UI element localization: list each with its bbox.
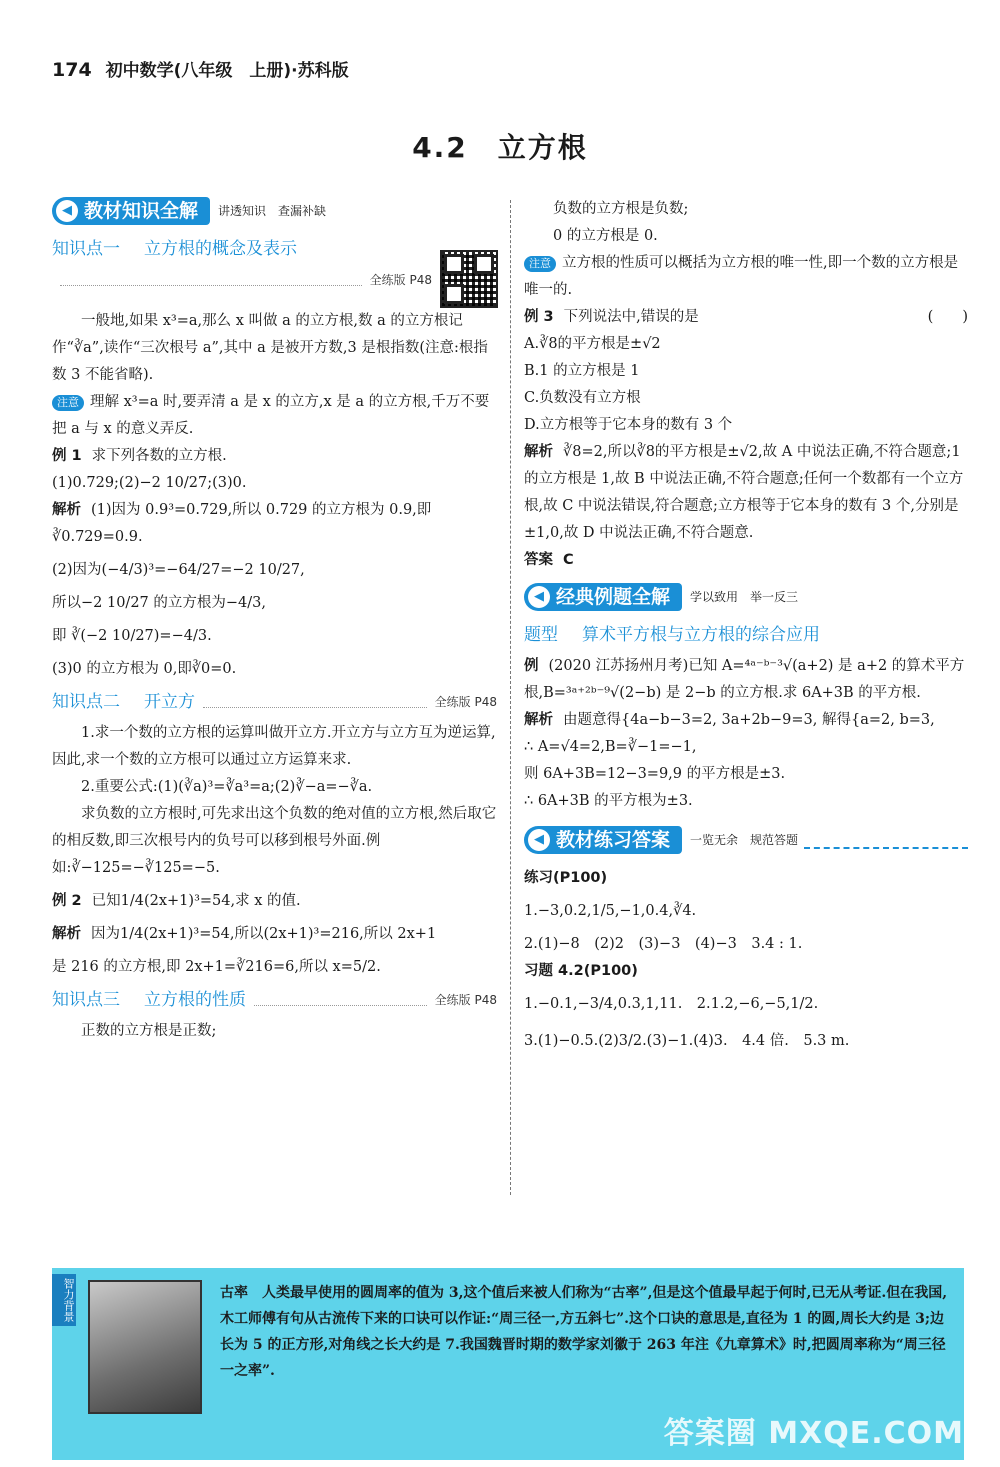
background-heading: 古率 xyxy=(220,1285,248,1301)
exercise-heading: 练习(P100) xyxy=(524,870,608,886)
kp1-label: 知识点一 xyxy=(52,239,120,259)
example-1-solution-5: (3)0 的立方根为 0,即∛0=0. xyxy=(52,661,237,677)
kp3-label: 知识点三 xyxy=(52,990,120,1010)
kp2-ref: 全练版 P48 xyxy=(434,695,497,709)
kp1-title: 立方根的概念及表示 xyxy=(144,239,297,259)
knowledge-point-3 xyxy=(52,987,497,1014)
example-4-question: 例 (2020 江苏扬州月考)已知 A=⁴ᵃ⁻ᵇ⁻³√(a+2) 是 a+2 的算术平方根,B=³ᵃ⁺²ᵇ⁻⁹√(2−b) 是 2−b 的立方根.求 6A+3B 的平方根. xyxy=(524,658,965,701)
example-2-solution-1: 解析 因为1/4(2x+1)³=54,所以(2x+1)³=216,所以 2x+1 xyxy=(52,926,437,942)
watermark: 答案圈 MXQE.COM xyxy=(663,1416,964,1451)
banner-knowledge xyxy=(52,196,497,226)
page-number: 174 xyxy=(52,59,92,81)
example-1-solution-4: 即 ∛(−2 10/27)=−4/3. xyxy=(52,628,212,644)
option-c: C.负数没有立方根 xyxy=(524,390,641,406)
homework-answer-2: 3.(1)−0.5.(2)3/2.(3)−1.(4)3. 4.4 倍. 5.3 m. xyxy=(524,1033,850,1049)
kp2-paragraph-1: 1.求一个数的立方根的运算叫做开立方.开立方与立方互为逆运算,因此,求一个数的立方根可以通过立方运算来求. xyxy=(52,725,496,768)
definition-text: 一般地,如果 x³=a,那么 x 叫做 a 的立方根,数 a 的立方根记作“∛a”,读作“三次根号 a”,其中 a 是被开方数,3 是根指数(注意:根指数 3 不能省略). xyxy=(52,313,488,383)
page-header xyxy=(52,56,349,81)
book-title: 初中数学(八年级 上册)·苏科版 xyxy=(105,61,349,81)
note-badge: 注意 xyxy=(52,395,84,411)
example-4-solution-3: 则 6A+3B=12−3=9,9 的平方根是±3. xyxy=(524,766,786,782)
note-badge: 注意 xyxy=(524,256,556,272)
note-2: 注意 立方根的性质可以概括为立方根的唯一性,即一个数的立方根是唯一的. xyxy=(524,255,959,298)
example-3-answer: 答案 C xyxy=(524,552,574,568)
type-title: 算术平方根与立方根的综合应用 xyxy=(582,625,820,645)
question-type xyxy=(524,622,968,649)
exercise-answer-2: 2.(1)−8 (2)2 (3)−3 (4)−3 3.4 : 1. xyxy=(524,936,803,952)
note-1: 注意 理解 x³=a 时,要弄清 a 是 x 的立方,x 是 a 的立方根,千万不要把 a 与 x 的意义弄反. xyxy=(52,394,490,437)
example-2-question: 例 2 已知1/4(2x+1)³=54,求 x 的值. xyxy=(52,893,301,909)
example-4-solution-1: 解析 由题意得{4a−b−3=2, 3a+2b−9=3, 解得{a=2, b=3, xyxy=(524,712,935,728)
kp2-paragraph-2: 2.重要公式:(1)(∛a)³=∛a³=a;(2)∛−a=−∛a. xyxy=(81,779,373,795)
option-b: B.1 的立方根是 1 xyxy=(524,363,640,379)
banner-exercises-subtitle: 一览无余 规范答题 xyxy=(690,832,799,847)
property-zero: 0 的立方根是 0. xyxy=(553,228,658,244)
example-4-solution-4: ∴ 6A+3B 的平方根为±3. xyxy=(524,793,693,809)
column-divider xyxy=(510,200,511,1195)
right-column xyxy=(524,196,968,1055)
megaphone-icon: ◀ xyxy=(528,586,550,608)
example-1-solution-1: 解析 (1)因为 0.9³=0.729,所以 0.729 的立方根为 0.9,即 ∛0.729=0.9. xyxy=(52,502,432,545)
megaphone-icon: ◀ xyxy=(56,200,78,222)
chapter-title: 4.2 立方根 xyxy=(412,131,588,164)
banner-knowledge-title: 教材知识全解 xyxy=(84,199,199,222)
example-1-question: 例 1 求下列各数的立方根. xyxy=(52,448,227,464)
exercise-answer-1: 1.−3,0.2,1/5,−1,0.4,∛4. xyxy=(524,903,697,919)
kp2-title: 开立方 xyxy=(144,692,195,712)
banner-examples-title: 经典例题全解 xyxy=(556,585,671,608)
banner-exercises-title: 教材练习答案 xyxy=(556,828,671,851)
banner-examples xyxy=(524,582,968,612)
kp3-paragraph-1: 正数的立方根是正数; xyxy=(81,1023,217,1039)
kp2-label: 知识点二 xyxy=(52,692,120,712)
kp1-ref: 全练版 P48 xyxy=(369,273,432,287)
side-label: 智力背景 xyxy=(52,1274,76,1326)
knowledge-point-2 xyxy=(52,689,497,716)
example-1-items: (1)0.729;(2)−2 10/27;(3)0. xyxy=(52,475,247,491)
banner-exercises xyxy=(524,825,968,855)
answer-parentheses: ( ) xyxy=(927,309,968,325)
left-column xyxy=(52,196,497,1045)
banner-knowledge-subtitle: 讲透知识 查漏补缺 xyxy=(218,203,327,218)
example-4-solution-2: ∴ A=√4=2,B=∛−1=−1, xyxy=(524,739,697,755)
example-1-solution-2: (2)因为(−4/3)³=−64/27=−2 10/27, xyxy=(52,562,305,578)
kp3-ref: 全练版 P48 xyxy=(434,993,497,1007)
example-3-question: 例 3 下列说法中,错误的是 ( ) xyxy=(524,304,968,331)
megaphone-icon: ◀ xyxy=(528,829,550,851)
property-negative: 负数的立方根是负数; xyxy=(553,201,689,217)
banner-examples-subtitle: 学以致用 举一反三 xyxy=(690,589,799,604)
homework-heading: 习题 4.2(P100) xyxy=(524,963,638,979)
homework-answer-1: 1.−0.1,−3/4,0.3,1,11. 2.1.2,−6,−5,1/2. xyxy=(524,996,819,1012)
example-1-solution-3: 所以−2 10/27 的立方根为−4/3, xyxy=(52,595,266,611)
type-label: 题型 xyxy=(524,625,558,645)
option-d: D.立方根等于它本身的数有 3 个 xyxy=(524,417,733,433)
portrait-image xyxy=(88,1280,202,1414)
background-text: 古率 人类最早使用的圆周率的值为 3,这个值后来被人们称为“古率”,但是这个值最早起于何时,已无从考证.但在我国,木工师傅有句从古流传下来的口诀可以作证:“周三径一,方五斜七”.这个口诀的意思是,直径为 1 的圆,周长大约是 3;边长为 5 的正方形,对角线之长大约是 7.我国魏晋时期的数学家刘徽于 263 年注《九章算术》时,把圆周率称为“周三径一之率”. xyxy=(220,1285,948,1379)
example-2-solution-2: 是 216 的立方根,即 2x+1=∛216=6,所以 x=5/2. xyxy=(52,959,381,975)
knowledge-point-1 xyxy=(52,236,432,263)
kp3-title: 立方根的性质 xyxy=(144,990,246,1010)
option-a: A.∛8的平方根是±√2 xyxy=(524,336,661,352)
example-3-solution: 解析 ∛8=2,所以∛8的平方根是±√2,故 A 中说法正确,不符合题意;1 的立方根是 1,故 B 中说法正确,不符合题意;任何一个数都有一个立方根,故 C 中说法错误,符合题意;立方根等于它本身的数有 3 个,分别是±1,0,故 D 中说法正确,不符合题意. xyxy=(524,444,964,541)
kp2-paragraph-3: 求负数的立方根时,可先求出这个负数的绝对值的立方根,然后取它的相反数,即三次根号内的负号可以移到根号外面.例如:∛−125=−∛125=−5. xyxy=(52,806,497,876)
